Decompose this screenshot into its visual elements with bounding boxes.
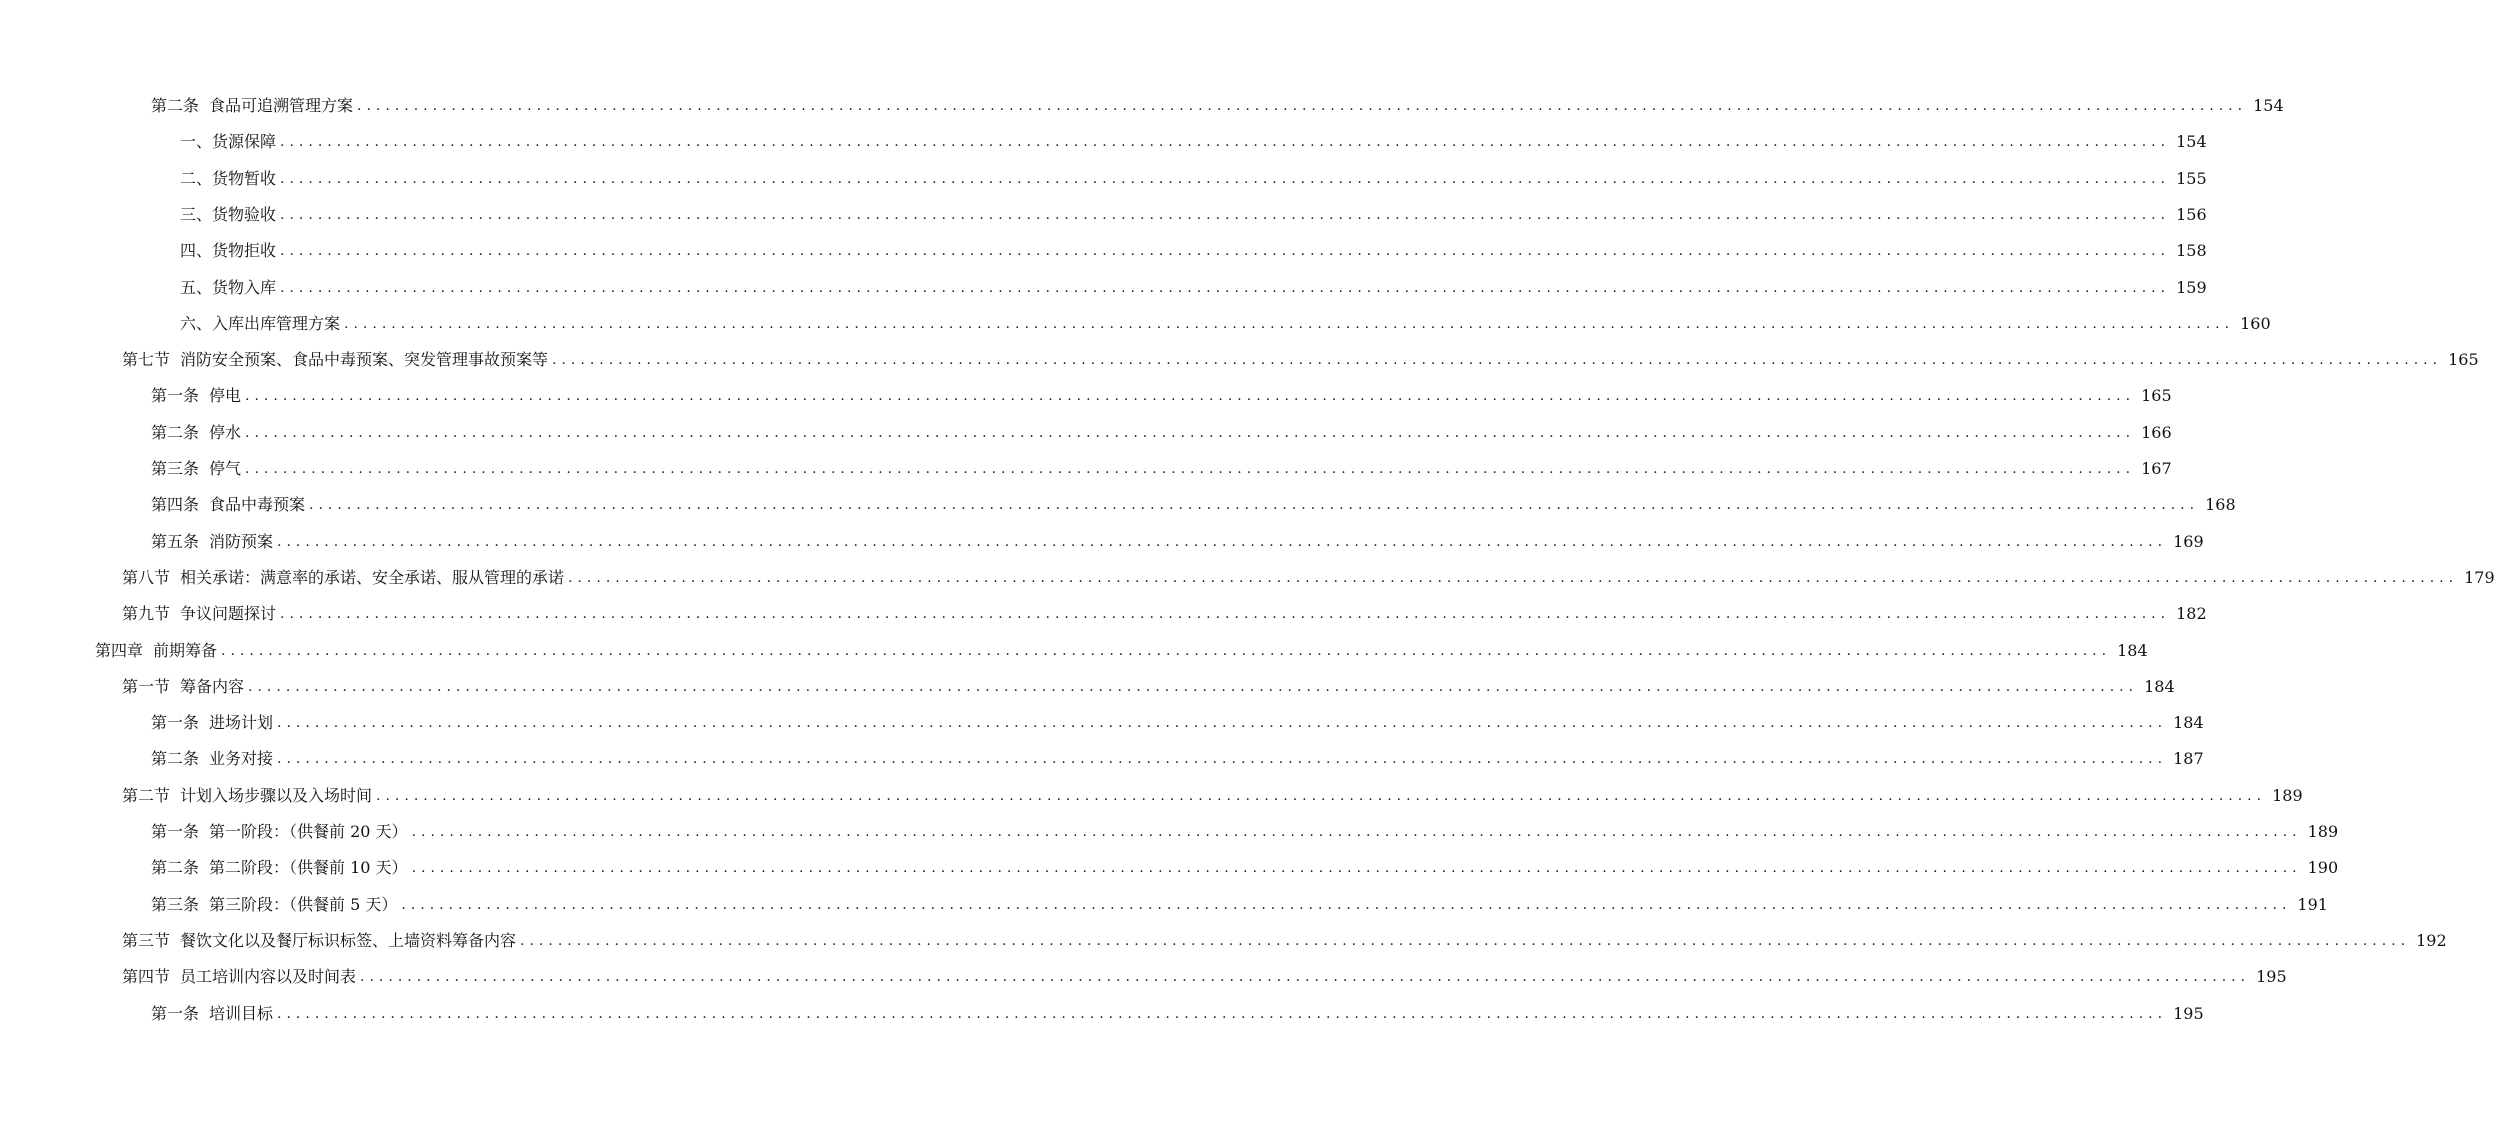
dot-leader: ........................................................................................................................................................................................................ bbox=[277, 1005, 2168, 1022]
toc-entry-page-number: 184 bbox=[2144, 676, 2175, 696]
toc-entry-title: 第三阶段：（供餐前 5 天） bbox=[209, 894, 398, 914]
toc-entry-number: 第一条 bbox=[151, 713, 200, 733]
toc-entry[interactable] bbox=[151, 524, 2204, 560]
toc-entry-title: 货源保障 bbox=[212, 132, 277, 152]
toc-entry-page-number: 166 bbox=[2141, 422, 2172, 442]
toc-entry-page-number: 189 bbox=[2272, 785, 2303, 805]
dot-leader: ........................................................................................................................................................................................................ bbox=[309, 497, 2200, 514]
toc-entry[interactable] bbox=[122, 596, 2207, 632]
toc-entry-number: 第四条 bbox=[151, 495, 200, 515]
toc-entry-title: 进场计划 bbox=[209, 713, 274, 733]
toc-entry-page-number: 191 bbox=[2297, 894, 2328, 914]
toc-entry[interactable] bbox=[122, 959, 2287, 995]
dot-leader: ........................................................................................................................................................................................................ bbox=[280, 606, 2171, 623]
toc-entry-title: 员工培训内容以及时间表 bbox=[180, 967, 357, 987]
toc-entry-page-number: 184 bbox=[2173, 713, 2204, 733]
toc-entry-number: 第一条 bbox=[151, 1003, 200, 1023]
toc-entry-page-number: 184 bbox=[2117, 640, 2148, 660]
dot-leader: ........................................................................................................................................................................................................ bbox=[221, 642, 2112, 659]
toc-entry-title: 停电 bbox=[209, 386, 242, 406]
toc-entry-number: 第二条 bbox=[151, 422, 200, 442]
toc-entry[interactable] bbox=[151, 887, 2328, 923]
toc-entry-page-number: 165 bbox=[2448, 350, 2479, 370]
toc-entry-page-number: 165 bbox=[2141, 386, 2172, 406]
toc-entry-page-number: 187 bbox=[2173, 749, 2204, 769]
toc-entry-page-number: 156 bbox=[2176, 204, 2207, 224]
toc-entry-page-number: 155 bbox=[2176, 168, 2207, 188]
toc-entry[interactable] bbox=[122, 560, 2495, 596]
dot-leader: ........................................................................................................................................................................................................ bbox=[277, 715, 2168, 732]
dot-leader: ........................................................................................................................................................................................................ bbox=[401, 896, 2292, 913]
dot-leader: ........................................................................................................................................................................................................ bbox=[280, 279, 2171, 296]
toc-entry-title: 前期筹备 bbox=[153, 640, 218, 660]
dot-leader: ........................................................................................................................................................................................................ bbox=[360, 969, 2251, 986]
toc-entry[interactable] bbox=[122, 923, 2447, 959]
toc-entry-number: 第四章 bbox=[95, 640, 144, 660]
toc-entry-title: 计划入场步骤以及入场时间 bbox=[180, 785, 373, 805]
toc-entry[interactable] bbox=[122, 342, 2479, 378]
toc-entry-page-number: 169 bbox=[2173, 531, 2204, 551]
toc-entry-title: 消防安全预案、食品中毒预案、突发管理事故预案等 bbox=[180, 350, 549, 370]
toc-entry-number: 第三条 bbox=[151, 894, 200, 914]
toc-entry[interactable] bbox=[151, 88, 2284, 124]
toc-entry-page-number: 159 bbox=[2176, 277, 2207, 297]
toc-entry[interactable] bbox=[122, 778, 2303, 814]
toc-entry-title: 食品中毒预案 bbox=[209, 495, 306, 515]
toc-entry-page-number: 167 bbox=[2141, 459, 2172, 478]
toc-entry-title: 货物入库 bbox=[212, 277, 277, 297]
toc-entry-number: 五、 bbox=[180, 277, 213, 297]
toc-entry[interactable] bbox=[151, 705, 2204, 741]
toc-entry-title: 停水 bbox=[209, 422, 242, 442]
toc-entry-page-number: 192 bbox=[2416, 930, 2447, 950]
dot-leader: ........................................................................................................................................................................................................ bbox=[280, 243, 2171, 260]
toc-entry-number: 第九节 bbox=[122, 604, 171, 624]
toc-entry-number: 第二条 bbox=[151, 749, 200, 769]
toc-entry[interactable] bbox=[180, 306, 2271, 342]
toc-entry-title: 食品可追溯管理方案 bbox=[209, 96, 354, 115]
toc-entry[interactable] bbox=[180, 270, 2207, 306]
toc-entry[interactable] bbox=[151, 814, 2339, 850]
toc-entry-title: 货物暂收 bbox=[212, 168, 277, 188]
dot-leader: ........................................................................................................................................................................................................ bbox=[280, 134, 2171, 151]
toc-entry-title: 培训目标 bbox=[209, 1003, 274, 1023]
toc-entry-number: 第三节 bbox=[122, 930, 171, 950]
dot-leader: ........................................................................................................................................................................................................ bbox=[357, 98, 2248, 114]
toc-entry[interactable] bbox=[151, 487, 2236, 523]
toc-entry-number: 二、 bbox=[180, 168, 213, 188]
dot-leader: ........................................................................................................................................................................................................ bbox=[376, 787, 2267, 804]
toc-entry[interactable] bbox=[95, 633, 2148, 669]
dot-leader: ........................................................................................................................................................................................................ bbox=[280, 170, 2171, 187]
toc-entry-title: 相关承诺：满意率的承诺、安全承诺、服从管理的承诺 bbox=[180, 567, 565, 587]
toc-entry[interactable] bbox=[151, 850, 2339, 886]
toc-entry-page-number: 195 bbox=[2173, 1003, 2204, 1023]
toc-entry-title: 筹备内容 bbox=[180, 676, 245, 696]
dot-leader: ........................................................................................................................................................................................................ bbox=[568, 569, 2459, 586]
toc-entry-title: 餐饮文化以及餐厅标识标签、上墙资料筹备内容 bbox=[180, 930, 517, 950]
toc-entry-page-number: 182 bbox=[2176, 604, 2207, 624]
toc-entry-number: 第七节 bbox=[122, 350, 171, 370]
toc-entry-title: 入库出库管理方案 bbox=[212, 313, 341, 333]
dot-leader: ........................................................................................................................................................................................................ bbox=[520, 932, 2411, 949]
toc-entry[interactable] bbox=[151, 451, 2172, 487]
toc-entry-number: 第二条 bbox=[151, 96, 200, 115]
toc-entry-title: 消防预案 bbox=[209, 531, 274, 551]
toc-entry-number: 第一节 bbox=[122, 676, 171, 696]
toc-entry-title: 第一阶段：（供餐前 20 天） bbox=[209, 822, 408, 841]
toc-entry-number: 四、 bbox=[180, 241, 213, 261]
toc-entry[interactable] bbox=[151, 741, 2204, 777]
dot-leader: ........................................................................................................................................................................................................ bbox=[277, 751, 2168, 768]
toc-entry-number: 第一条 bbox=[151, 822, 200, 841]
toc-entry-page-number: 158 bbox=[2176, 241, 2207, 261]
toc-entry-page-number: 154 bbox=[2176, 132, 2207, 152]
toc-entry-number: 第二节 bbox=[122, 785, 171, 805]
toc-entry-number: 第三条 bbox=[151, 459, 200, 478]
toc-entry[interactable] bbox=[180, 124, 2207, 160]
dot-leader: ........................................................................................................................................................................................................ bbox=[411, 824, 2302, 840]
toc-entry[interactable] bbox=[180, 161, 2207, 197]
toc-entry-number: 第四节 bbox=[122, 967, 171, 987]
dot-leader: ........................................................................................................................................................................................................ bbox=[344, 315, 2235, 332]
dot-leader: ........................................................................................................................................................................................................ bbox=[277, 533, 2168, 550]
toc-entry-page-number: 179 bbox=[2464, 567, 2495, 587]
toc-entry-page-number: 195 bbox=[2256, 967, 2287, 987]
toc-entry-number: 三、 bbox=[180, 204, 213, 224]
toc-entry-number: 第八节 bbox=[122, 567, 171, 587]
toc-entry[interactable] bbox=[180, 233, 2207, 269]
toc-entry[interactable] bbox=[151, 378, 2172, 414]
toc-entry-number: 第二条 bbox=[151, 858, 200, 878]
toc-entry-page-number: 154 bbox=[2253, 96, 2284, 115]
toc-entry-title: 货物验收 bbox=[212, 204, 277, 224]
toc-entry-title: 停气 bbox=[209, 459, 242, 478]
toc-entry-number: 一、 bbox=[180, 132, 213, 152]
dot-leader: ........................................................................................................................................................................................................ bbox=[245, 424, 2136, 441]
toc-entry-title: 第二阶段：（供餐前 10 天） bbox=[209, 858, 408, 878]
toc-entry-title: 货物拒收 bbox=[212, 241, 277, 261]
toc-entry[interactable] bbox=[180, 197, 2207, 233]
dot-leader: ........................................................................................................................................................................................................ bbox=[245, 388, 2136, 405]
toc-entry-page-number: 189 bbox=[2307, 822, 2339, 841]
toc-entry[interactable] bbox=[151, 415, 2172, 451]
dot-leader: ........................................................................................................................................................................................................ bbox=[245, 461, 2136, 477]
toc-entry-title: 争议问题探讨 bbox=[180, 604, 277, 624]
toc-entry-page-number: 190 bbox=[2307, 858, 2339, 878]
toc-entry[interactable] bbox=[122, 669, 2175, 705]
dot-leader: ........................................................................................................................................................................................................ bbox=[248, 678, 2139, 695]
dot-leader: ........................................................................................................................................................................................................ bbox=[280, 206, 2171, 223]
toc-entry-title: 业务对接 bbox=[209, 749, 274, 769]
dot-leader: ........................................................................................................................................................................................................ bbox=[411, 860, 2302, 877]
toc-entry-number: 六、 bbox=[180, 313, 213, 333]
toc-entry-page-number: 160 bbox=[2240, 313, 2271, 333]
toc-entry-number: 第五条 bbox=[151, 531, 200, 551]
toc-entry-number: 第一条 bbox=[151, 386, 200, 406]
dot-leader: ........................................................................................................................................................................................................ bbox=[552, 352, 2443, 369]
toc-entry-page-number: 168 bbox=[2205, 495, 2236, 515]
toc-entry[interactable] bbox=[151, 996, 2204, 1032]
